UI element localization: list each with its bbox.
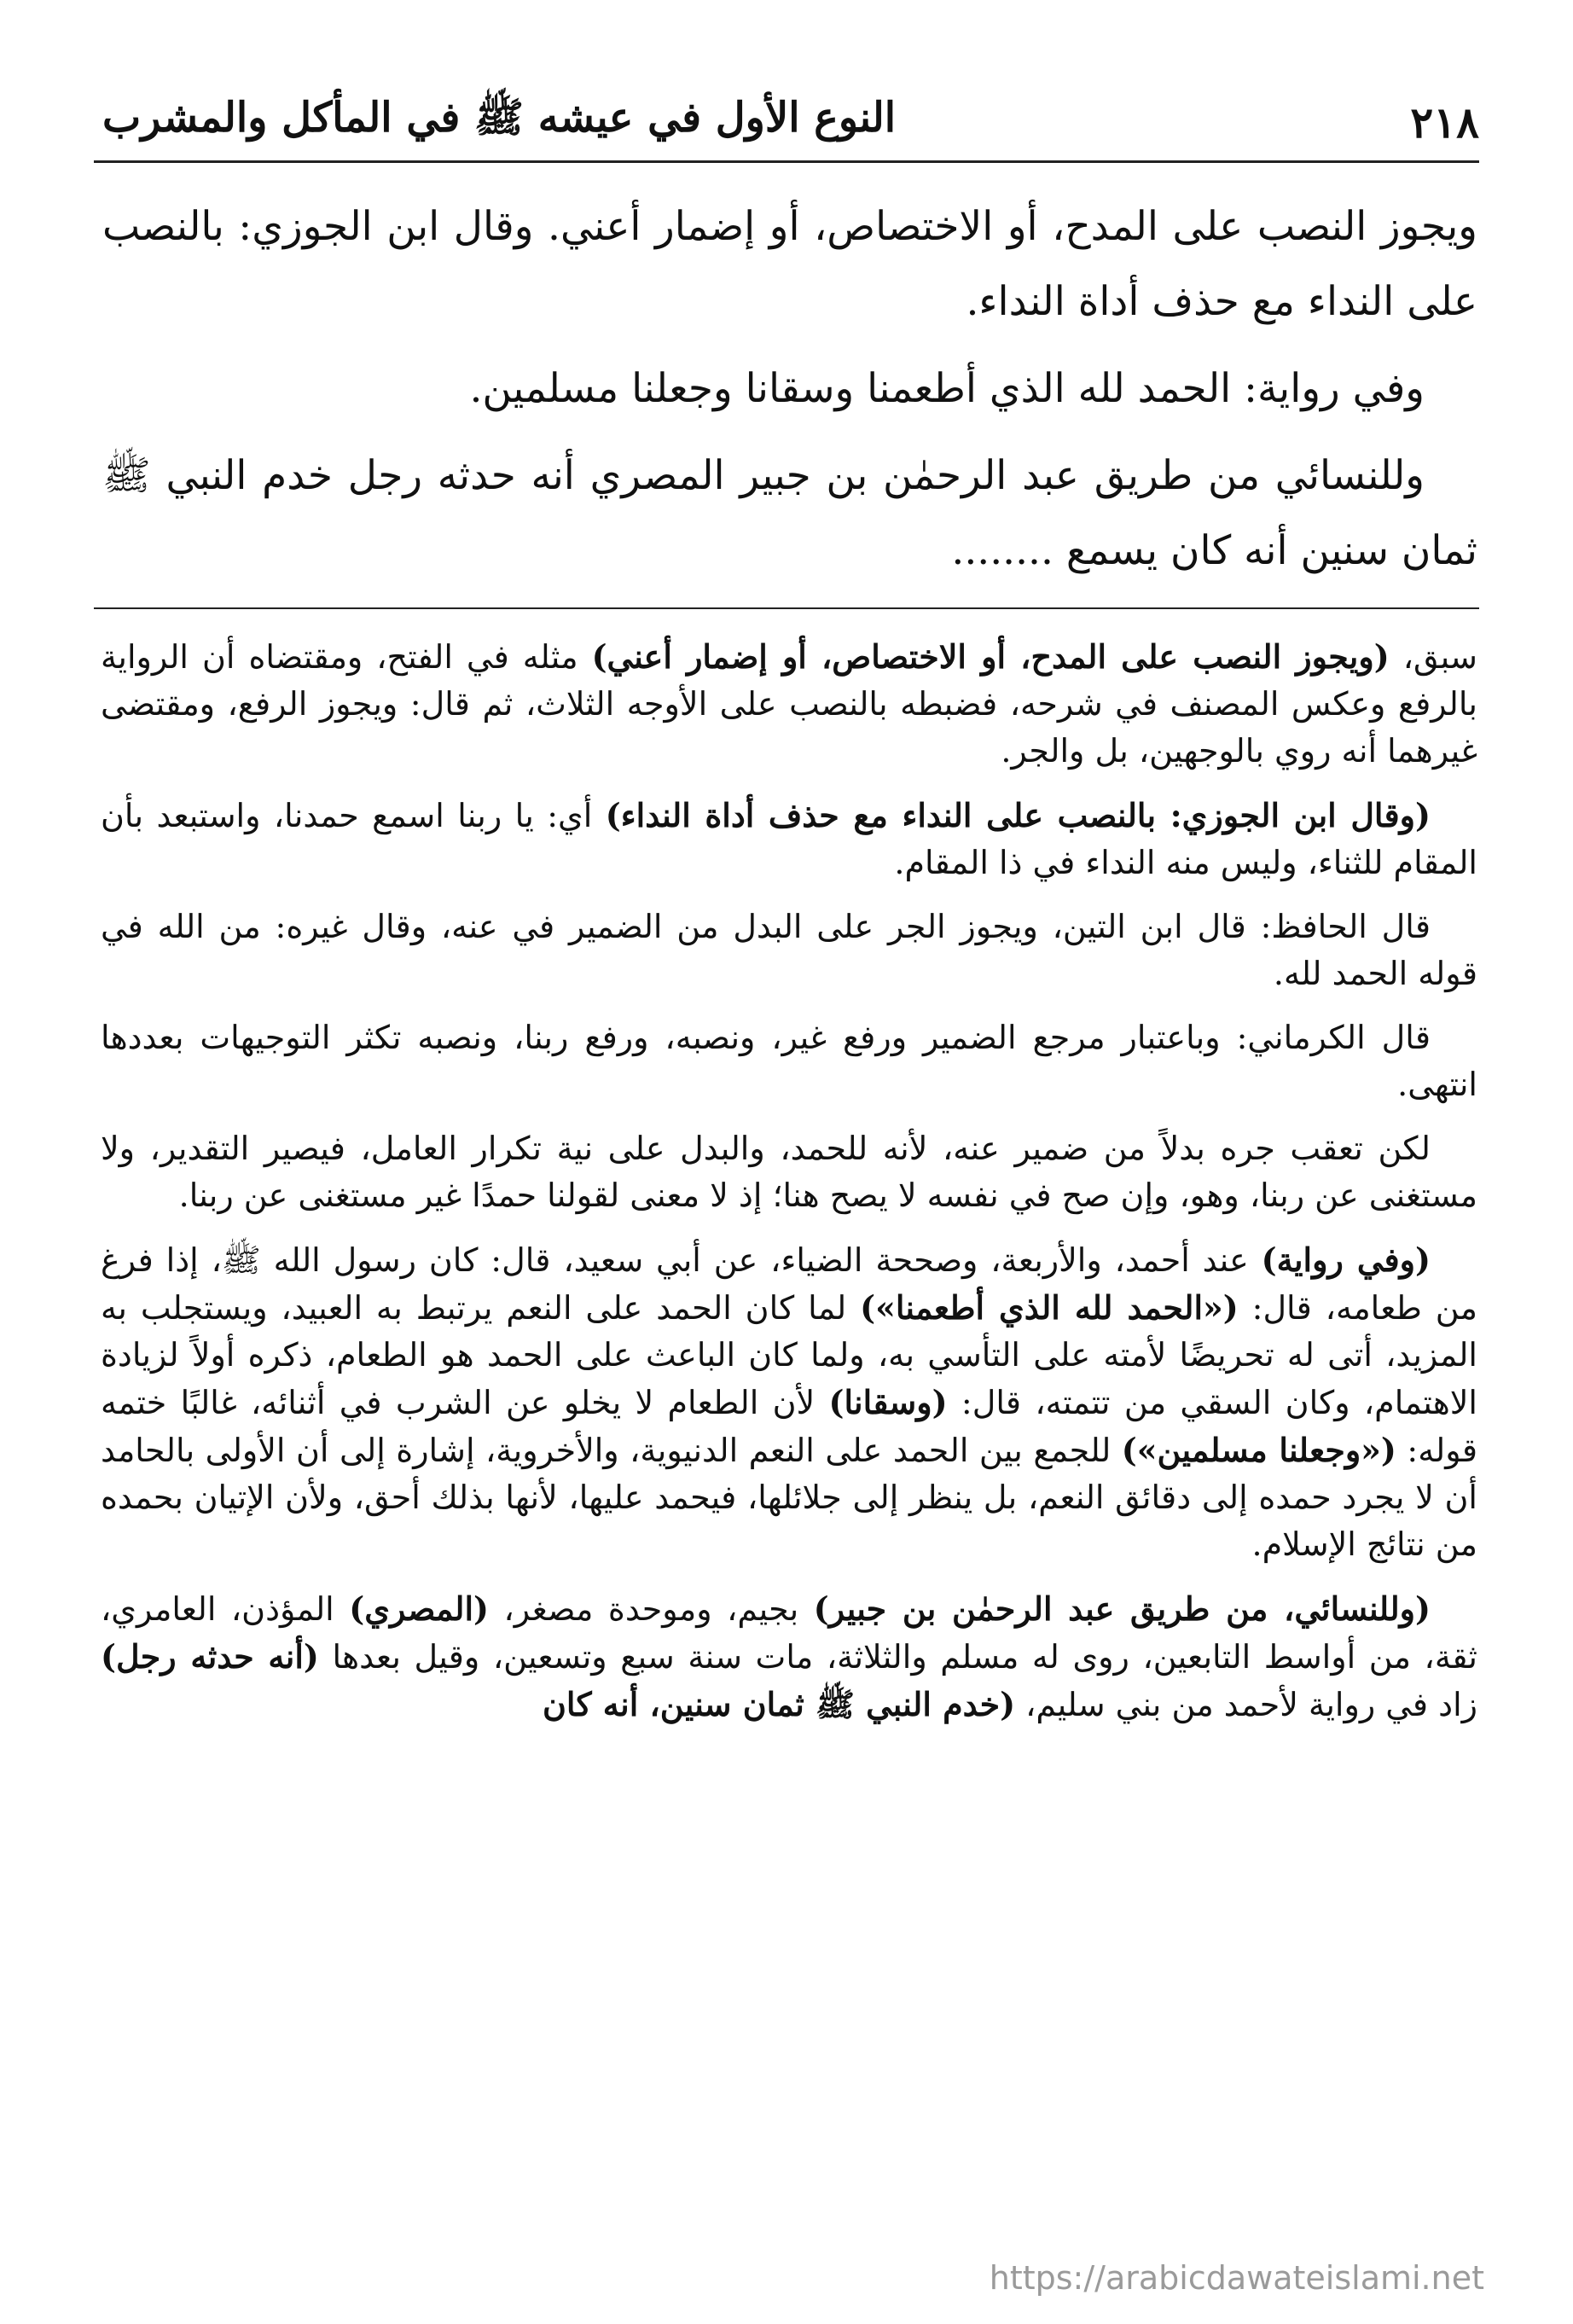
commentary-paragraph: (وللنسائي، من طريق عبد الرحمٰن بن جبير) بجيم، وموحدة مصغر، (المصري) المؤذن، العامري، ثقة، من أواسط التابعين، روى له مسلم والثلاثة، مات سنة سبع وتسعين، وقيل بعدها (أنه حدثه رجل) زاد في رواية لأحمد من بني سليم، (خدم النبي ﷺ ثمان سنين، أنه كان xyxy=(101,1589,1477,1723)
commentary-paragraph: سبق، (ويجوز النصب على المدح، أو الاختصاص، أو إضمار أعني) مثله في الفتح، ومقتضاه أن الرواية بالرفع وعكس المصنف في شرحه، فضبطه بالنصب على الأوجه الثلاث، ثم قال: ويجوز الرفع، ومقتضى غيرهما أنه روي بالوجهين، بل والجر. xyxy=(101,637,1477,770)
commentary-paragraph: قال الكرماني: وباعتبار مرجع الضمير ورفع غير، ونصبه، ورفع ربنا، ونصبه تكثر التوجيهات بعددها انتهى. xyxy=(101,1019,1477,1103)
commentary-text xyxy=(101,633,1477,1746)
header-divider xyxy=(94,160,1479,163)
commentary-paragraph: (وفي رواية) عند أحمد، والأربعة، وصححة الضياء، عن أبي سعيد، قال: كان رسول الله ﷺ، إذا فرغ من طعامه، قال: («الحمد لله الذي أطعمنا») لما كان الحمد على النعم يرتبط به العبيد، ويستجلب به المزيد، أتى له تحريضًا لأمته على التأسي به، ولما كان الباعث على الحمد هو الطعام، ذكره أولاً لزيادة الاهتمام، وكان السقي من تتمته، قال: (وسقانا) لأن الطعام لا يخلو عن الشرب في أثنائه، غالبًا ختمه قوله: («وجعلنا مسلمين») للجمع بين الحمد على النعم الدنيوية، والأخروية، إشارة إلى أن الأولى بالحامد أن لا يجرد حمده إلى دقائق النعم، بل ينظر إلى جلائلها، فيحمد عليها، لأنها بذلك أحق، ولأن الإتيان بحمده من نتائج الإسلام. xyxy=(101,1240,1477,1563)
main-paragraph: وفي رواية: الحمد لله الذي أطعمنا وسقانا وجعلنا مسلمين. xyxy=(469,365,1425,412)
main-text xyxy=(102,189,1477,601)
watermark-url: https://arabicdawateislami.net xyxy=(989,2259,1484,2297)
running-title: النوع الأول في عيشه ﷺ في المأكل والمشرب xyxy=(102,93,897,142)
commentary-paragraph: قال الحافظ: قال ابن التين، ويجوز الجر على البدل من الضمير في عنه، وقال غيره: من الله في قوله الحمد لله. xyxy=(101,908,1477,992)
main-paragraph: وللنسائي من طريق عبد الرحمٰن بن جبير المصري أنه حدثه رجل خدم النبي ﷺ ثمان سنين أنه كان يسمع ........ xyxy=(102,452,1477,574)
page-header xyxy=(102,92,1479,152)
commentary-divider xyxy=(94,607,1479,609)
main-paragraph: ويجوز النصب على المدح، أو الاختصاص، أو إضمار أعني. وقال ابن الجوزي: بالنصب على النداء مع حذف أداة النداء. xyxy=(102,203,1477,325)
continuation-dots: ........ xyxy=(951,527,1054,574)
commentary-paragraph: (وقال ابن الجوزي: بالنصب على النداء مع حذف أداة النداء) أي: يا ربنا اسمع حمدنا، واستبعد بأن المقام للثناء، وليس منه النداء في ذا المقام. xyxy=(101,796,1477,881)
page-number: ٢١٨ xyxy=(1410,96,1479,148)
commentary-paragraph: لكن تعقب جره بدلاً من ضمير عنه، لأنه للحمد، والبدل على نية تكرار العامل، فيصير التقدير، ولا مستغنى عن ربنا، وهو، وإن صح في نفسه لا يصح هنا؛ إذ لا معنى لقولنا حمدًا غير مستغنى عن ربنا. xyxy=(101,1130,1477,1214)
